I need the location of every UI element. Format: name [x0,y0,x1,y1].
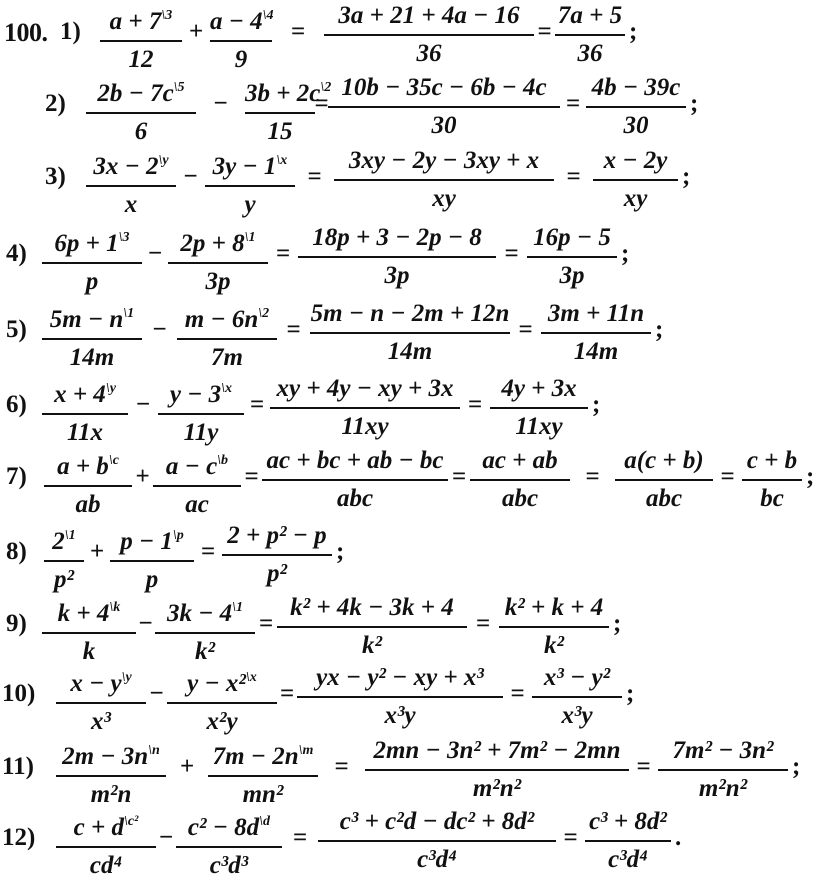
fraction-numerator: 2mn − 3n² + 7m² − 2mn [373,737,621,764]
fraction [42,222,142,298]
operator: = [468,391,483,418]
fraction-denominator: ac [185,491,209,518]
fraction-bar [210,40,272,42]
fraction [270,373,460,443]
fraction-bar [100,40,182,42]
fraction-bar [155,632,255,634]
fraction-numerator: yx − y² − xy + x³ [316,664,484,691]
fraction-numerator: $m - 6n^{\backslash 2}$ [184,306,270,333]
fraction-bar [586,106,686,108]
fraction-bar [56,775,166,777]
end-punctuation: ; [690,90,699,117]
fraction-numerator: $k + 4^{\backslash k}$ [57,600,121,627]
fraction [318,806,556,876]
fraction-bar [585,840,671,842]
fraction-bar [56,846,156,848]
fraction-denominator: mn² [242,781,284,808]
fraction-bar [168,262,268,264]
problem-number: 100. [4,18,48,47]
fraction [158,373,244,449]
fraction-numerator: x − 2y [603,147,668,174]
fraction-bar [270,407,460,409]
fraction-numerator: xy + 4y − xy + 3x [276,375,454,402]
fraction-denominator: abc [501,485,539,512]
fraction-numerator: 2 + p² − p [227,522,327,549]
end-punctuation: ; [621,240,630,267]
fraction-numerator: $3y - 1^{\backslash x}$ [212,153,288,180]
fraction [310,298,510,368]
exercise-row [0,72,838,145]
fraction-denominator: 11xy [515,413,563,440]
fraction-denominator: y [244,191,256,218]
end-punctuation: ; [336,538,345,565]
fraction-denominator: p [145,566,159,593]
fraction-numerator: 7a + 5 [557,2,623,29]
fraction [541,298,651,368]
operator: + [135,463,150,490]
item-label: 12) [2,824,36,851]
fraction-numerator: ac + bc + ab − bc [266,447,444,474]
fraction [153,445,241,521]
operator: = [563,824,578,851]
fraction-denominator: c³d⁴ [608,846,648,873]
operator: − [213,90,228,117]
end-punctuation: ; [792,753,801,780]
fraction-denominator: k [82,638,96,665]
fraction [245,72,332,148]
fraction-numerator: a(c + b) [624,447,704,474]
exercise-row [0,735,838,808]
fraction-numerator: $a - 4^{\backslash 4}$ [210,8,274,35]
operator: − [152,316,167,343]
fraction-bar [593,179,678,181]
fraction-bar [167,702,277,704]
fraction [100,0,182,76]
fraction [658,735,788,805]
fraction-denominator: abc [645,485,683,512]
fraction-bar [297,696,503,698]
operator: = [566,163,581,190]
fraction [110,520,194,596]
end-punctuation: . [675,824,682,851]
fraction-numerator: $7m - 2n^{\backslash m}$ [212,743,314,770]
exercise-row [0,222,838,295]
fraction [42,298,142,374]
fraction-denominator: xy [623,185,648,212]
fraction [222,520,332,590]
fraction [586,72,686,142]
operator: = [720,463,735,490]
fraction [56,806,156,882]
fraction [86,145,176,221]
fraction-bar [499,626,609,628]
operator: − [138,610,153,637]
end-punctuation: ; [626,680,635,707]
fraction-bar [555,34,625,36]
fraction-denominator: 3p [384,262,410,289]
exercise-row [0,662,838,735]
operator: − [183,163,198,190]
operator: − [149,680,164,707]
fraction-numerator: $p - 1^{\backslash p}$ [120,528,184,555]
fraction-numerator: $2m - 3n^{\backslash n}$ [62,743,160,770]
item-label: 2) [45,90,66,117]
fraction-denominator: abc [336,485,374,512]
fraction-numerator: 3m + 11n [547,300,645,327]
fraction [499,592,609,662]
fraction-numerator: c³ + 8d² [589,808,667,835]
fraction-numerator: $5m - n^{\backslash 1}$ [49,306,135,333]
exercise-row [0,520,838,593]
fraction-denominator: 36 [577,40,603,67]
fraction-numerator: $2b - 7c^{\backslash 5}$ [97,80,185,107]
operator: + [189,18,204,45]
item-label: 9) [6,610,27,637]
fraction-numerator: $c^2 - 8d^{\backslash d}$ [187,814,271,841]
operator: − [148,240,163,267]
fraction-numerator: $a + b^{\backslash c}$ [57,453,119,480]
fraction-bar [310,332,510,334]
fraction-denominator: cd⁴ [89,852,123,879]
operator: = [286,316,301,343]
operator: = [476,610,491,637]
fraction-numerator: k² + 4k − 3k + 4 [290,594,454,621]
fraction-numerator: $2p + 8^{\backslash 1}$ [180,230,256,257]
fraction [742,445,802,515]
fraction-numerator: k² + k + 4 [504,594,604,621]
fraction-bar [277,626,467,628]
exercise-row [0,373,838,446]
fraction-numerator: $6p + 1^{\backslash 3}$ [54,230,130,257]
fraction [210,0,272,76]
fraction-numerator: 4y + 3x [501,375,577,402]
fraction-bar [324,34,534,36]
operator: = [452,463,467,490]
fraction-bar [262,479,448,481]
fraction-numerator: $a - c^{\backslash b}$ [165,453,229,480]
fraction-bar [205,185,295,187]
fraction-denominator: x³y [384,702,416,729]
fraction-numerator: $2^{\backslash 1}$ [52,528,76,555]
fraction-numerator: 18p + 3 − 2p − 8 [312,224,482,251]
fraction [177,298,277,374]
fraction-numerator: 7m² − 3n² [672,737,774,764]
operator: = [250,391,265,418]
fraction [262,445,448,515]
end-punctuation: ; [629,18,638,45]
fraction-bar [110,560,194,562]
exercise-row [0,806,838,879]
item-label: 1) [60,18,81,45]
fraction-bar [42,262,142,264]
exercise-row [0,592,838,665]
operator: = [244,463,259,490]
fraction-denominator: 30 [431,112,457,139]
fraction-denominator: x²y [206,708,238,735]
fraction-denominator: m²n² [698,775,748,802]
fraction-denominator: m²n² [472,775,522,802]
fraction-denominator: p [85,268,99,295]
fraction-denominator: 11xy [341,413,389,440]
fraction [470,445,570,515]
item-label: 6) [6,391,27,418]
fraction-denominator: c³d⁴ [417,846,457,873]
fraction-bar [86,185,176,187]
fraction-bar [658,769,788,771]
fraction [334,145,554,215]
fraction-denominator: 3p [559,262,585,289]
fraction-denominator: x [124,191,138,218]
operator: = [276,240,291,267]
fraction-bar [44,560,84,562]
fraction-denominator: k² [195,638,215,665]
operator: = [307,163,322,190]
operator: = [518,316,533,343]
fraction-denominator: x³ [91,708,111,735]
fraction-denominator: k² [362,632,382,659]
fraction [176,806,282,882]
fraction [208,735,318,811]
fraction-numerator: 10b − 35c − 6b − 4c [341,74,547,101]
end-punctuation: ; [592,391,601,418]
fraction-denominator: x³y [561,702,593,729]
fraction-bar [490,407,588,409]
fraction-denominator: 14m [69,344,115,371]
fraction-denominator: 7m [211,344,243,371]
operator: + [180,753,195,780]
fraction-bar [318,840,556,842]
fraction-numerator: $x - y^{\backslash y}$ [70,670,132,697]
fraction-numerator: $3x - 2^{\backslash y}$ [93,153,169,180]
fraction-denominator: 15 [267,118,293,145]
operator: − [136,391,151,418]
item-label: 4) [6,240,27,267]
operator: = [504,240,519,267]
fraction [44,445,132,521]
fraction [42,592,136,668]
fraction-denominator: p² [54,566,74,593]
fraction-bar [470,479,570,481]
exercise-row [0,298,838,371]
exercise-row [0,145,838,218]
fraction-denominator: 30 [623,112,649,139]
fraction-denominator: 6 [134,118,148,145]
item-label: 5) [6,316,27,343]
fraction-bar [86,112,196,114]
fraction-numerator: y − x²$^{\backslash x}$ [187,670,257,697]
fraction-bar [44,485,132,487]
fraction-bar [527,256,617,258]
fraction [297,662,503,732]
fraction-denominator: 36 [416,40,442,67]
fraction [365,735,629,805]
fraction-bar [742,479,802,481]
fraction-numerator: $c + d^{\backslash c^2}$ [73,814,139,841]
operator: = [636,753,651,780]
fraction [155,592,255,668]
fraction-denominator: c³d³ [209,852,249,879]
operator: = [537,18,552,45]
operator: = [259,610,274,637]
fraction-bar [365,769,629,771]
fraction-bar [245,112,315,114]
operator: = [510,680,525,707]
end-punctuation: ; [613,610,622,637]
fraction [328,72,560,142]
fraction-bar [56,702,146,704]
end-punctuation: ; [655,316,664,343]
operator: = [314,90,329,117]
fraction-bar [176,846,282,848]
fraction-numerator: $3k - 4^{\backslash 1}$ [166,600,244,627]
fraction [585,806,671,876]
fraction-denominator: xy [432,185,456,212]
operator: = [201,538,216,565]
fraction-numerator: 16p − 5 [533,224,611,251]
fraction-bar [532,696,622,698]
fraction [277,592,467,662]
item-label: 3) [45,163,66,190]
fraction-denominator: 12 [128,46,154,73]
operator: = [291,18,306,45]
fraction [167,662,277,738]
fraction-denominator: 11x [66,419,104,446]
fraction-bar [158,413,244,415]
fraction-bar [153,485,241,487]
end-punctuation: ; [682,163,691,190]
end-punctuation: ; [806,463,815,490]
fraction-bar [222,554,332,556]
fraction-bar [42,413,128,415]
exercise-row [0,0,838,73]
exercise-row [0,445,838,518]
fraction-denominator: 3p [205,268,231,295]
fraction [527,222,617,292]
fraction [205,145,295,221]
fraction-denominator: 11y [183,419,219,446]
item-label: 11) [2,753,34,780]
fraction-numerator: c + b [746,447,798,474]
fraction-bar [328,106,560,108]
fraction-bar [208,775,318,777]
fraction-numerator: $x + 4^{\backslash y}$ [54,381,116,408]
fraction-numerator: $a + 7^{\backslash 3}$ [109,8,173,35]
fraction-bar [298,256,496,258]
fraction-denominator: 14m [573,338,619,365]
operator: = [293,824,308,851]
fraction-bar [541,332,651,334]
item-label: 8) [6,538,27,565]
fraction-bar [615,479,713,481]
fraction-numerator: $y - 3^{\backslash x}$ [169,381,233,408]
fraction [56,735,166,811]
fraction [298,222,496,292]
fraction-numerator: ac + ab [482,447,558,474]
fraction-bar [334,179,554,181]
fraction-bar [177,338,277,340]
fraction-denominator: k² [544,632,564,659]
fraction [324,0,534,70]
fraction-denominator: 14m [387,338,433,365]
fraction-numerator: 3xy − 2y − 3xy + x [348,147,540,174]
operator: = [585,463,600,490]
fraction-numerator: 4b − 39c [591,74,681,101]
item-label: 10) [2,680,36,707]
fraction-denominator: bc [760,485,784,512]
item-label: 7) [6,463,27,490]
fraction [555,0,625,70]
fraction-denominator: 9 [234,46,248,73]
operator: = [334,753,349,780]
fraction-numerator: 3a + 21 + 4a − 16 [338,2,520,29]
fraction-denominator: m²n [90,781,132,808]
fraction-numerator: c³ + c²d − dc² + 8d² [339,808,535,835]
operator: + [90,538,105,565]
fraction-bar [42,338,142,340]
fraction [615,445,713,515]
fraction [168,222,268,298]
operator: − [159,824,174,851]
fraction [532,662,622,732]
fraction-bar [42,632,136,634]
fraction-numerator: x³ − y² [543,664,611,691]
operator: = [566,90,581,117]
fraction-denominator: p² [267,560,287,587]
fraction [490,373,588,443]
fraction-numerator: $3b + 2c^{\backslash 2}$ [245,80,332,107]
operator: = [280,680,295,707]
fraction-numerator: 5m − n − 2m + 12n [310,300,510,327]
fraction [86,72,196,148]
fraction [44,520,84,596]
fraction [56,662,146,738]
fraction-denominator: ab [75,491,101,518]
fraction [42,373,128,449]
fraction [593,145,678,215]
